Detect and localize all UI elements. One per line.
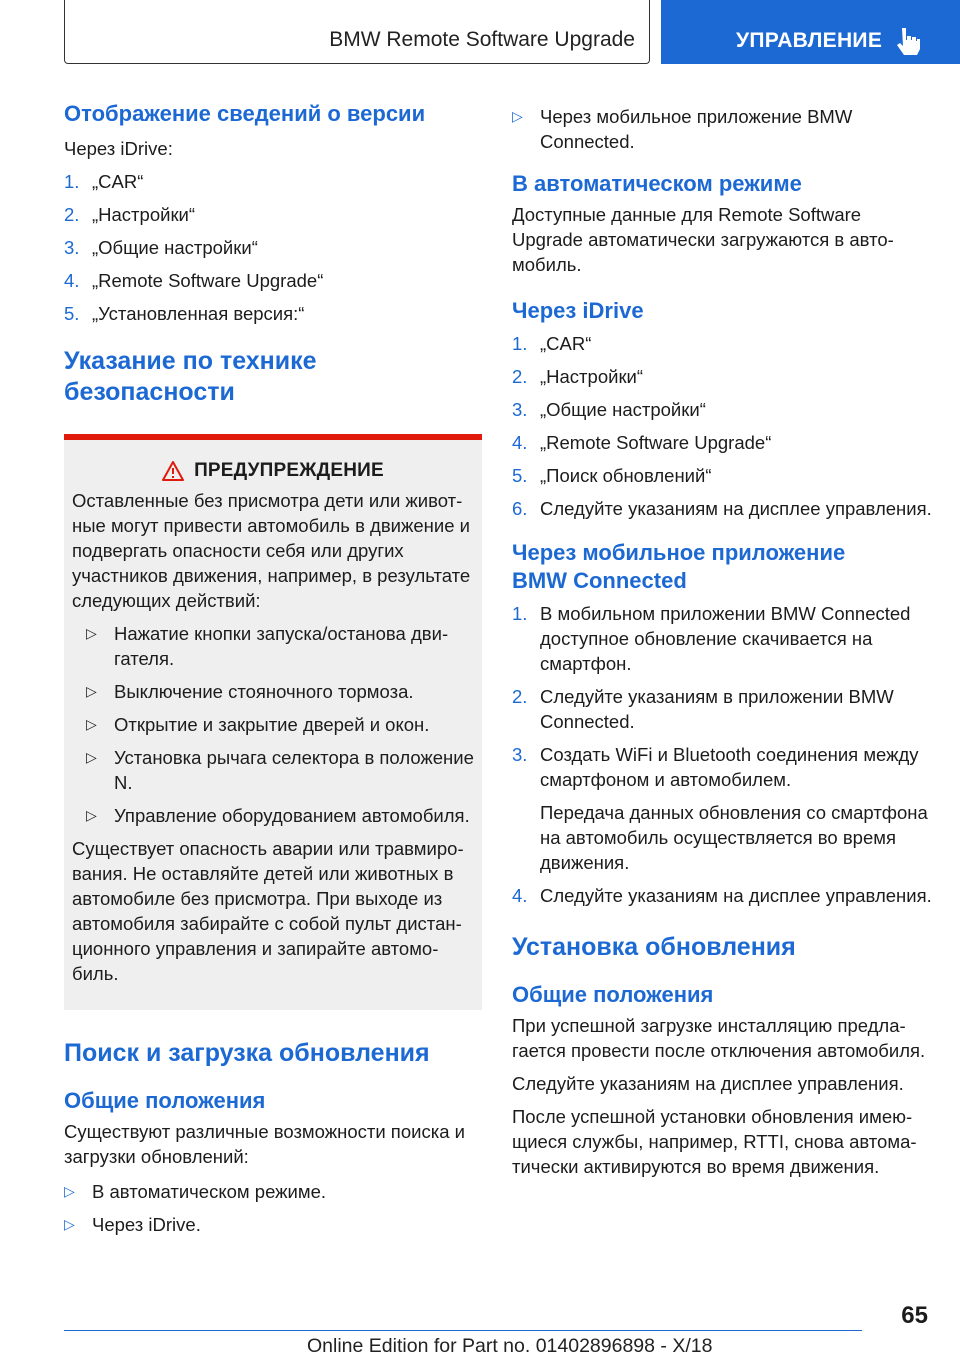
app-bullet <box>512 104 932 154</box>
list-item: ▷ Через iDrive. <box>64 1214 201 1235</box>
list-item: 3. Создать WiFi и Bluetooth соединения между смартфоном и автомобилем. Передача данных обновления со смартфона на автомобиль осуществляется во время движения. <box>512 742 932 875</box>
general-text: Существуют различные возможности поиска и загрузки обновлений: <box>64 1121 465 1167</box>
list-item: ▷ Через мобильное приложение BMW Connected. <box>512 106 853 152</box>
safety-section-title: Указание по технике безопасности <box>64 347 317 406</box>
list-item: ▷ Открытие и закрытие дверей и окон. <box>86 714 430 735</box>
hand-pointer-icon <box>895 25 921 55</box>
list-item: 5. „Установленная версия:“ <box>64 303 305 324</box>
list-item: ▷ В автоматическом режиме. <box>64 1181 327 1202</box>
idrive-steps-list <box>512 331 932 521</box>
header-section-label: УПРАВЛЕНИЕ <box>736 29 883 52</box>
install-paragraph-2: Следуйте указаниям на дисплее управления. <box>512 1073 904 1094</box>
app-steps-list <box>512 601 932 908</box>
list-item: ▷ Установка рычага селектора в положение N. <box>86 747 474 793</box>
header-title-box <box>64 0 650 64</box>
warning-text-1: Оставленные без присмотра дети или животные могут привести автомобиль в движение и подвергать опасности себя или других участников движения, например, в результате следующих действий: <box>72 490 471 611</box>
list-item: ▷ Управление оборудованием автомобиля. <box>86 805 470 826</box>
list-item: 1. „CAR“ <box>64 171 144 192</box>
auto-subsection-title: В автоматическом режиме <box>512 171 802 196</box>
list-item: 4. „Remote Software Upgrade“ <box>64 270 324 291</box>
general-bullets <box>64 1179 482 1237</box>
install-general-title: Общие положения <box>512 982 714 1007</box>
install-section-title: Установка обновления <box>512 933 796 961</box>
right-column <box>512 100 932 1179</box>
list-item: 2. „Настройки“ <box>512 366 644 387</box>
page-number: 65 <box>901 1302 928 1329</box>
warning-triangle-icon <box>162 461 184 481</box>
list-item: 2. Следуйте указаниям в приложении BMW Connected. <box>512 686 894 732</box>
warning-text-2: Существует опасность аварии или травмирования. Не оставляйте детей или животных в автомобиле без присмотра. При выходе из автомобиля забирайте с собой пульт дистанционного управления и запирайте автомобиль. <box>72 838 464 984</box>
auto-text: Доступные данные для Remote Software Upgrade автоматически загружаются в автомобиль. <box>512 204 894 275</box>
install-paragraph-1: При успешной загрузке инсталляцию предлагается провести после отключения автомобиля. <box>512 1015 926 1061</box>
list-item: ▷ Выключение стояночного тормоза. <box>86 681 414 702</box>
search-section-title: Поиск и загрузка обновления <box>64 1039 430 1067</box>
footer-divider <box>64 1330 862 1331</box>
list-item: 3. „Общие настройки“ <box>64 237 258 258</box>
warning-box <box>64 434 482 1010</box>
app-subsection-title: Через мобильное приложение BMW Connected <box>512 540 846 593</box>
version-steps-list <box>64 169 482 326</box>
list-item: ▷ Нажатие кнопки запуска/останова двигателя. <box>86 623 449 669</box>
app-step3-note: Передача данных обновления со смартфона на автомобиль осуществляется во время движения. <box>540 802 928 873</box>
header-section-tab <box>661 0 960 64</box>
list-item: 4. „Remote Software Upgrade“ <box>512 432 772 453</box>
idrive-subsection-title: Через iDrive <box>512 298 644 323</box>
warning-bullets <box>72 621 474 828</box>
left-column <box>64 100 482 1237</box>
list-item: 4. Следуйте указаниям на дисплее управления. <box>512 885 932 906</box>
list-item: 2. „Настройки“ <box>64 204 196 225</box>
version-section-title: Отображение сведений о версии <box>64 101 426 126</box>
version-intro: Через iDrive: <box>64 138 173 159</box>
install-paragraph-3: После успешной установки обновления имеющиеся службы, например, RTTI, снова автоматически активируются во время движения. <box>512 1106 917 1177</box>
general-subsection-title: Общие положения <box>64 1088 266 1113</box>
list-item: 6. Следуйте указаниям на дисплее управления. <box>512 498 932 519</box>
footer-edition: Online Edition for Part no. 01402896898 - X/18 <box>307 1335 713 1357</box>
list-item: 1. „CAR“ <box>512 333 592 354</box>
list-item: 5. „Поиск обновлений“ <box>512 465 712 486</box>
list-item: 1. В мобильном приложении BMW Connected доступное обновление скачивается на смартфон. <box>512 603 911 674</box>
header-title: BMW Remote Software Upgrade <box>329 28 635 51</box>
warning-label: ПРЕДУПРЕЖДЕНИЕ <box>194 460 384 481</box>
list-item: 3. „Общие настройки“ <box>512 399 706 420</box>
